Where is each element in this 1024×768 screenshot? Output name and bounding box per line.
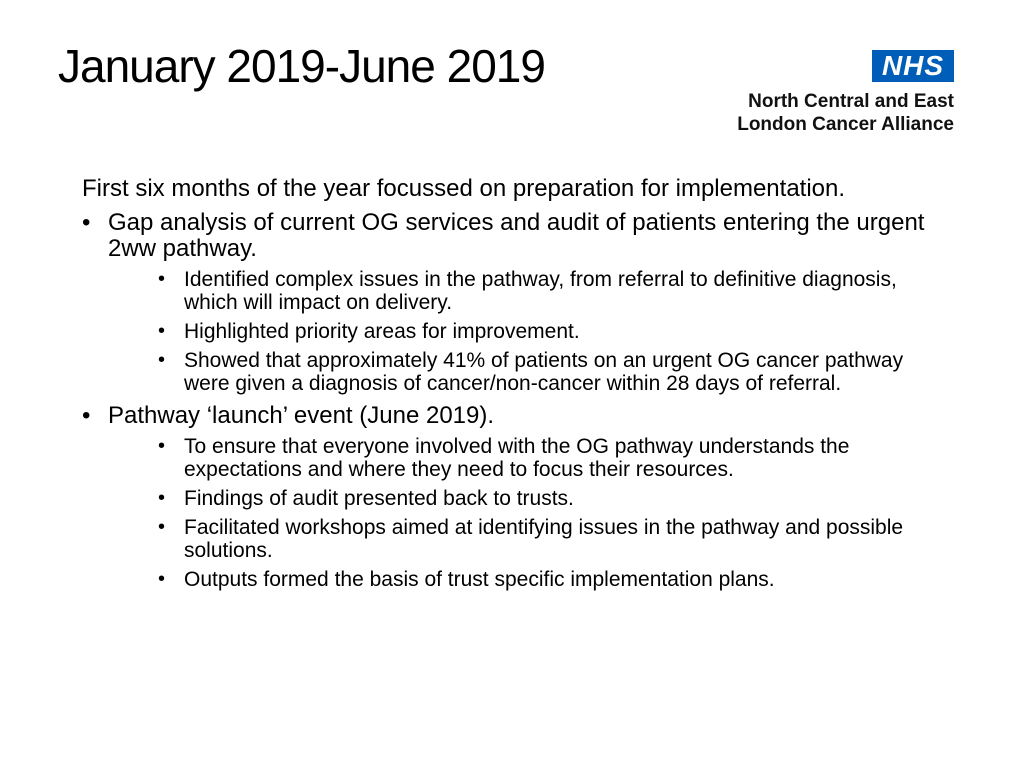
sub-bullet-text: Showed that approximately 41% of patients on an urgent OG cancer pathway were given a diagnosis of cancer/non-cancer within 28 days of referral. (184, 349, 904, 395)
bullet-icon: • (82, 209, 91, 236)
sub-bullet-text: Facilitated workshops aimed at identifying issues in the pathway and possible solutions. (184, 516, 904, 562)
nhs-badge: NHS (872, 50, 954, 82)
list-item (108, 268, 954, 314)
list-item (108, 487, 954, 510)
slide-content (82, 176, 954, 591)
bullet-icon: • (158, 435, 166, 457)
bullet-list (82, 210, 954, 591)
bullet-icon: • (158, 349, 166, 371)
bullet-icon: • (82, 402, 91, 429)
list-item (108, 320, 954, 343)
intro-text: First six months of the year focussed on preparation for implementation. (82, 175, 846, 202)
bullet-text: Gap analysis of current OG services and audit of patients entering the urgent 2ww pathway. (108, 209, 925, 262)
bullet-icon: • (158, 568, 166, 590)
sub-bullet-text: To ensure that everyone involved with the OG pathway understands the expectations and where they need to focus their resources. (184, 435, 850, 481)
list-item (108, 435, 954, 481)
list-item (108, 516, 954, 562)
sub-bullet-text: Identified complex issues in the pathway, from referral to definitive diagnosis, which will impact on delivery. (184, 268, 897, 314)
sub-bullet-list (108, 268, 954, 395)
sub-bullet-text: Highlighted priority areas for improvement. (184, 320, 580, 343)
bullet-icon: • (158, 487, 166, 509)
bullet-icon: • (158, 516, 166, 538)
bullet-icon: • (158, 268, 166, 290)
sub-bullet-text: Findings of audit presented back to trusts. (184, 487, 574, 510)
bullet-text: Pathway ‘launch’ event (June 2019). (108, 402, 495, 429)
list-item (108, 568, 954, 591)
sub-bullet-text: Outputs formed the basis of trust specific implementation plans. (184, 568, 775, 591)
sub-bullet-list (108, 435, 954, 591)
page-title: January 2019-June 2019 (58, 40, 545, 92)
list-item (108, 349, 954, 395)
list-item (82, 403, 954, 591)
org-name-line-2: London Cancer Alliance (737, 114, 954, 135)
org-name-line-1: North Central and East (748, 91, 954, 112)
list-item (82, 210, 954, 395)
bullet-icon: • (158, 320, 166, 342)
